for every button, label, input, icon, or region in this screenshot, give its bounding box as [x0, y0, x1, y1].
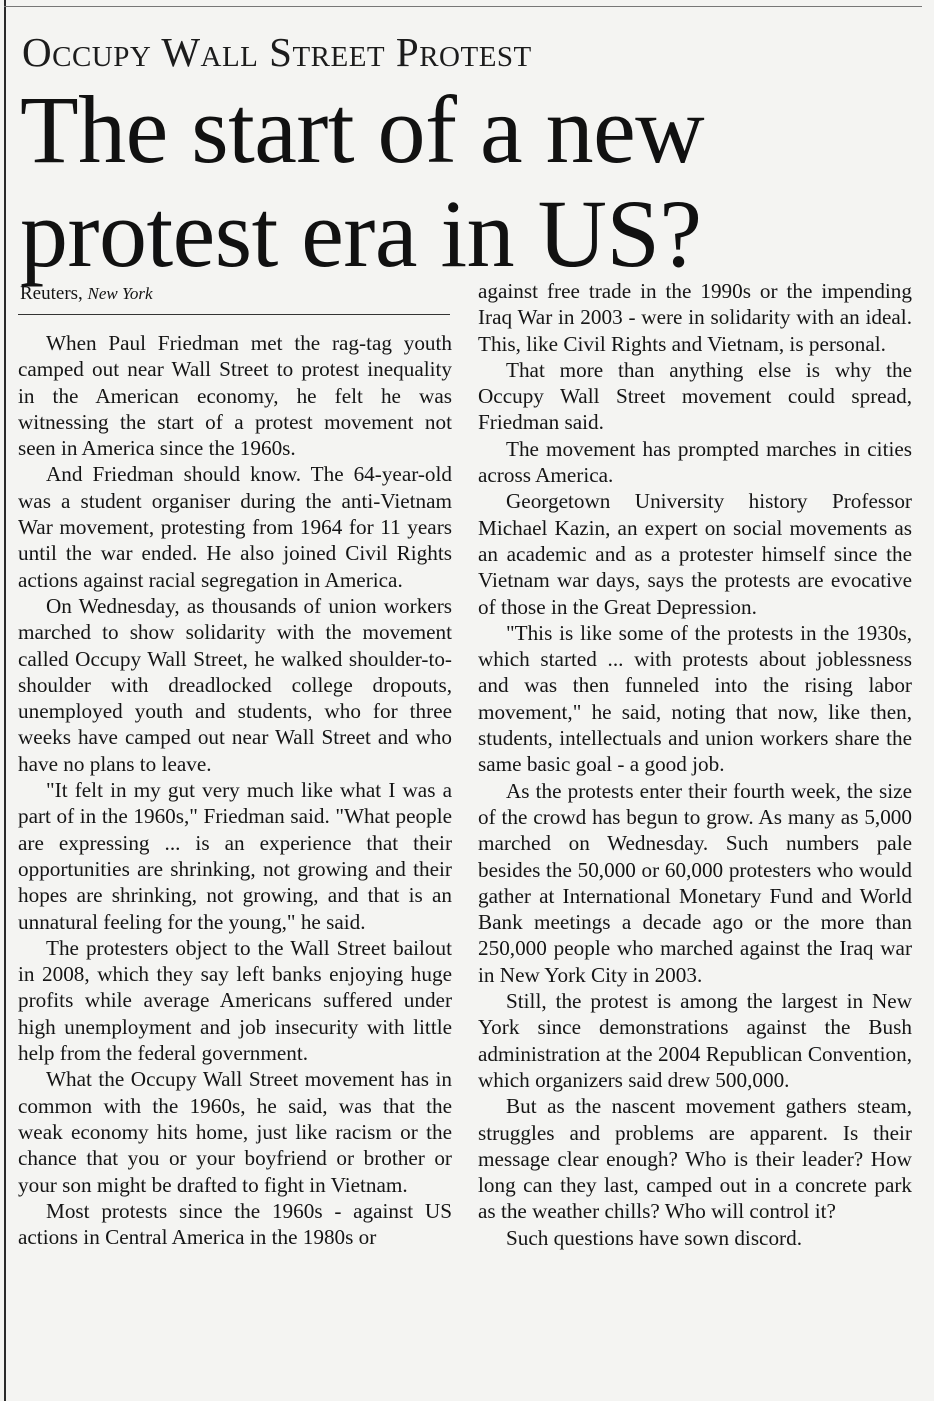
paragraph: Most protests since the 1960s - against US actions in Central America in the 1980s or: [18, 1198, 452, 1250]
paragraph: But as the nascent movement gathers steam, struggles and problems are apparent. Is their message clear enough? Who is their leader? How long can they last, camped out in a concrete park as the weather chills? Who will control it?: [478, 1094, 912, 1224]
section-kicker: Occupy Wall Street Protest: [22, 29, 532, 75]
article-column-left: [18, 330, 452, 1250]
paragraph: Still, the protest is among the largest in New York since demonstrations against the Bush administration at the 2004 Republican Convention, which organizers said drew 500,000.: [478, 989, 912, 1092]
paragraph: "It felt in my gut very much like what I was a part of in the 1960s," Friedman said. "What people are expressing ... is an experience that their opportunities are shrinking, not growing and their hopes are shrinking, not growing, and that is an unnatural feeling for the young," he said.: [18, 778, 452, 934]
paragraph: On Wednesday, as thousands of union workers marched to show solidarity with the movement called Occupy Wall Street, he walked shoulder-to-shoulder with dreadlocked college dropouts, unemployed youth and students, who for three weeks have camped out near Wall Street and who have no plans to leave.: [18, 593, 452, 776]
top-rule: [4, 6, 922, 7]
paragraph: Such questions have sown discord.: [506, 1225, 803, 1250]
paragraph: The movement has prompted marches in cities across America.: [478, 436, 912, 488]
paragraph: Georgetown University history Professor Michael Kazin, an expert on social movements as an academic and as a protester himself since the Vietnam war days, says the protests are evocative of those in the Great Depression.: [478, 489, 912, 619]
article-column-right: [478, 278, 912, 1251]
byline-rule: [18, 314, 450, 315]
paragraph: against free trade in the 1990s or the impending Iraq War in 2003 - were in solidarity with an ideal. This, like Civil Rights and Vietnam, is personal.: [478, 279, 912, 356]
paragraph: The protesters object to the Wall Street bailout in 2008, which they say left banks enjoying huge profits while average Americans suffered under high unemployment and job insecurity with little help from the federal government.: [18, 935, 452, 1066]
byline: [20, 282, 153, 306]
byline-place: New York: [87, 284, 153, 303]
paragraph: As the protests enter their fourth week, the size of the crowd has begun to grow. As many as 5,000 marched on Wednesday. Such numbers pale besides the 50,000 or 60,000 protesters who would gather at International Monetary Fund and World Bank meetings a decade ago or the more than 250,000 people who marched against the Iraq war in New York City in 2003.: [478, 778, 912, 987]
headline: The start of a new protest era in US?: [20, 76, 705, 287]
byline-agency: Reuters,: [20, 283, 83, 304]
paragraph: What the Occupy Wall Street movement has in common with the 1960s, he said, was that the weak economy hits home, just like racism or the chance that you or your boyfriend or brother or your son might be drafted to fight in Vietnam.: [18, 1067, 452, 1197]
paragraph: That more than anything else is why the Occupy Wall Street movement could spread, Friedman said.: [478, 357, 912, 435]
paragraph: And Friedman should know. The 64-year-old was a student organiser during the anti-Vietnam War movement, protesting from 1964 for 11 years until the war ended. He also joined Civil Rights actions against racial segregation in America.: [18, 462, 452, 592]
paragraph: When Paul Friedman met the rag-tag youth camped out near Wall Street to protest inequality in the American economy, he felt he was witnessing the start of a protest movement not seen in America since the 1960s.: [18, 331, 452, 461]
paragraph: "This is like some of the protests in the 1930s, which started ... with protests about joblessness and was then funneled into the rising labor movement," he said, noting that now, like then, students, intellectuals and union workers share the same basic goal - a good job.: [478, 620, 912, 777]
